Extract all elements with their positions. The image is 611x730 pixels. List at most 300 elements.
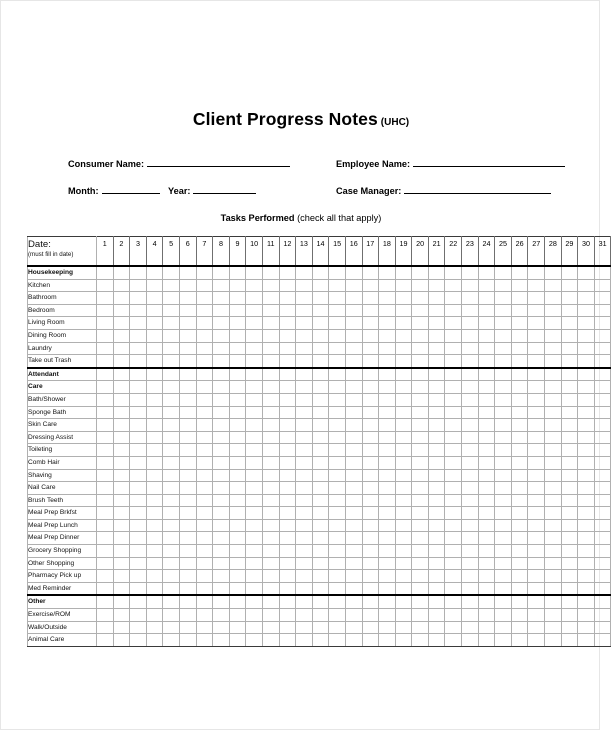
task-checkbox-cell[interactable] xyxy=(229,329,246,342)
task-checkbox-cell[interactable] xyxy=(146,381,163,394)
task-checkbox-cell[interactable] xyxy=(495,519,512,532)
task-checkbox-cell[interactable] xyxy=(312,469,329,482)
task-checkbox-cell[interactable] xyxy=(578,342,595,355)
task-checkbox-cell[interactable] xyxy=(113,532,130,545)
task-checkbox-cell[interactable] xyxy=(395,595,412,608)
task-checkbox-cell[interactable] xyxy=(478,342,495,355)
task-checkbox-cell[interactable] xyxy=(279,507,296,520)
task-checkbox-cell[interactable] xyxy=(312,304,329,317)
task-checkbox-cell[interactable] xyxy=(345,292,362,305)
task-checkbox-cell[interactable] xyxy=(262,621,279,634)
task-checkbox-cell[interactable] xyxy=(179,304,196,317)
task-checkbox-cell[interactable] xyxy=(462,381,479,394)
task-checkbox-cell[interactable] xyxy=(97,368,114,381)
task-checkbox-cell[interactable] xyxy=(312,266,329,279)
task-checkbox-cell[interactable] xyxy=(462,595,479,608)
task-checkbox-cell[interactable] xyxy=(412,393,429,406)
task-checkbox-cell[interactable] xyxy=(279,532,296,545)
task-checkbox-cell[interactable] xyxy=(97,342,114,355)
task-checkbox-cell[interactable] xyxy=(578,279,595,292)
task-checkbox-cell[interactable] xyxy=(146,609,163,622)
task-checkbox-cell[interactable] xyxy=(428,494,445,507)
task-checkbox-cell[interactable] xyxy=(130,431,147,444)
task-checkbox-cell[interactable] xyxy=(179,355,196,368)
task-checkbox-cell[interactable] xyxy=(179,494,196,507)
task-checkbox-cell[interactable] xyxy=(179,342,196,355)
task-checkbox-cell[interactable] xyxy=(146,393,163,406)
task-checkbox-cell[interactable] xyxy=(545,494,562,507)
task-checkbox-cell[interactable] xyxy=(462,570,479,583)
task-checkbox-cell[interactable] xyxy=(113,634,130,647)
task-checkbox-cell[interactable] xyxy=(379,266,396,279)
task-checkbox-cell[interactable] xyxy=(97,634,114,647)
task-checkbox-cell[interactable] xyxy=(97,621,114,634)
task-checkbox-cell[interactable] xyxy=(495,545,512,558)
task-checkbox-cell[interactable] xyxy=(362,292,379,305)
task-checkbox-cell[interactable] xyxy=(163,304,180,317)
task-checkbox-cell[interactable] xyxy=(329,482,346,495)
task-checkbox-cell[interactable] xyxy=(561,609,578,622)
task-checkbox-cell[interactable] xyxy=(196,355,213,368)
task-checkbox-cell[interactable] xyxy=(445,393,462,406)
task-checkbox-cell[interactable] xyxy=(130,494,147,507)
task-checkbox-cell[interactable] xyxy=(246,368,263,381)
task-checkbox-cell[interactable] xyxy=(279,419,296,432)
task-checkbox-cell[interactable] xyxy=(428,582,445,595)
task-checkbox-cell[interactable] xyxy=(495,304,512,317)
task-checkbox-cell[interactable] xyxy=(478,419,495,432)
task-checkbox-cell[interactable] xyxy=(329,634,346,647)
task-checkbox-cell[interactable] xyxy=(130,329,147,342)
task-checkbox-cell[interactable] xyxy=(146,557,163,570)
task-checkbox-cell[interactable] xyxy=(179,329,196,342)
task-checkbox-cell[interactable] xyxy=(329,557,346,570)
task-checkbox-cell[interactable] xyxy=(146,419,163,432)
task-checkbox-cell[interactable] xyxy=(379,419,396,432)
task-checkbox-cell[interactable] xyxy=(279,621,296,634)
task-checkbox-cell[interactable] xyxy=(561,431,578,444)
task-checkbox-cell[interactable] xyxy=(379,381,396,394)
task-checkbox-cell[interactable] xyxy=(130,368,147,381)
task-checkbox-cell[interactable] xyxy=(262,329,279,342)
task-checkbox-cell[interactable] xyxy=(445,304,462,317)
task-checkbox-cell[interactable] xyxy=(246,329,263,342)
task-checkbox-cell[interactable] xyxy=(262,406,279,419)
task-checkbox-cell[interactable] xyxy=(246,609,263,622)
task-checkbox-cell[interactable] xyxy=(545,406,562,419)
task-checkbox-cell[interactable] xyxy=(412,317,429,330)
task-checkbox-cell[interactable] xyxy=(379,582,396,595)
task-checkbox-cell[interactable] xyxy=(196,557,213,570)
task-checkbox-cell[interactable] xyxy=(213,431,230,444)
task-checkbox-cell[interactable] xyxy=(312,482,329,495)
task-checkbox-cell[interactable] xyxy=(246,595,263,608)
task-checkbox-cell[interactable] xyxy=(445,621,462,634)
task-checkbox-cell[interactable] xyxy=(279,570,296,583)
task-checkbox-cell[interactable] xyxy=(262,557,279,570)
task-checkbox-cell[interactable] xyxy=(511,621,528,634)
task-checkbox-cell[interactable] xyxy=(296,266,313,279)
task-checkbox-cell[interactable] xyxy=(561,393,578,406)
task-checkbox-cell[interactable] xyxy=(213,292,230,305)
task-checkbox-cell[interactable] xyxy=(146,545,163,558)
task-checkbox-cell[interactable] xyxy=(130,634,147,647)
task-checkbox-cell[interactable] xyxy=(594,381,611,394)
task-checkbox-cell[interactable] xyxy=(412,532,429,545)
task-checkbox-cell[interactable] xyxy=(146,532,163,545)
task-checkbox-cell[interactable] xyxy=(412,329,429,342)
task-checkbox-cell[interactable] xyxy=(428,621,445,634)
task-checkbox-cell[interactable] xyxy=(163,342,180,355)
task-checkbox-cell[interactable] xyxy=(428,419,445,432)
task-checkbox-cell[interactable] xyxy=(229,519,246,532)
task-checkbox-cell[interactable] xyxy=(511,557,528,570)
task-checkbox-cell[interactable] xyxy=(528,329,545,342)
task-checkbox-cell[interactable] xyxy=(495,482,512,495)
task-checkbox-cell[interactable] xyxy=(246,456,263,469)
task-checkbox-cell[interactable] xyxy=(462,329,479,342)
task-checkbox-cell[interactable] xyxy=(578,431,595,444)
task-checkbox-cell[interactable] xyxy=(362,444,379,457)
task-checkbox-cell[interactable] xyxy=(578,419,595,432)
task-checkbox-cell[interactable] xyxy=(163,582,180,595)
task-checkbox-cell[interactable] xyxy=(412,494,429,507)
task-checkbox-cell[interactable] xyxy=(594,570,611,583)
task-checkbox-cell[interactable] xyxy=(229,304,246,317)
task-checkbox-cell[interactable] xyxy=(246,557,263,570)
task-checkbox-cell[interactable] xyxy=(511,494,528,507)
task-checkbox-cell[interactable] xyxy=(296,494,313,507)
task-checkbox-cell[interactable] xyxy=(511,355,528,368)
task-checkbox-cell[interactable] xyxy=(262,469,279,482)
task-checkbox-cell[interactable] xyxy=(130,317,147,330)
task-checkbox-cell[interactable] xyxy=(412,582,429,595)
task-checkbox-cell[interactable] xyxy=(462,393,479,406)
task-checkbox-cell[interactable] xyxy=(478,381,495,394)
task-checkbox-cell[interactable] xyxy=(478,582,495,595)
task-checkbox-cell[interactable] xyxy=(329,419,346,432)
task-checkbox-cell[interactable] xyxy=(428,444,445,457)
task-checkbox-cell[interactable] xyxy=(445,419,462,432)
task-checkbox-cell[interactable] xyxy=(179,431,196,444)
task-checkbox-cell[interactable] xyxy=(495,393,512,406)
task-checkbox-cell[interactable] xyxy=(113,329,130,342)
task-checkbox-cell[interactable] xyxy=(561,595,578,608)
task-checkbox-cell[interactable] xyxy=(163,381,180,394)
task-checkbox-cell[interactable] xyxy=(296,545,313,558)
task-checkbox-cell[interactable] xyxy=(130,482,147,495)
task-checkbox-cell[interactable] xyxy=(379,557,396,570)
task-checkbox-cell[interactable] xyxy=(296,292,313,305)
task-checkbox-cell[interactable] xyxy=(146,444,163,457)
task-checkbox-cell[interactable] xyxy=(213,621,230,634)
task-checkbox-cell[interactable] xyxy=(130,444,147,457)
task-checkbox-cell[interactable] xyxy=(495,406,512,419)
task-checkbox-cell[interactable] xyxy=(146,368,163,381)
task-checkbox-cell[interactable] xyxy=(528,494,545,507)
task-checkbox-cell[interactable] xyxy=(97,355,114,368)
task-checkbox-cell[interactable] xyxy=(329,456,346,469)
task-checkbox-cell[interactable] xyxy=(196,317,213,330)
task-checkbox-cell[interactable] xyxy=(296,342,313,355)
task-checkbox-cell[interactable] xyxy=(362,634,379,647)
task-checkbox-cell[interactable] xyxy=(528,431,545,444)
task-checkbox-cell[interactable] xyxy=(428,557,445,570)
task-checkbox-cell[interactable] xyxy=(445,279,462,292)
task-checkbox-cell[interactable] xyxy=(229,494,246,507)
task-checkbox-cell[interactable] xyxy=(262,634,279,647)
task-checkbox-cell[interactable] xyxy=(345,381,362,394)
task-checkbox-cell[interactable] xyxy=(345,570,362,583)
task-checkbox-cell[interactable] xyxy=(545,582,562,595)
task-checkbox-cell[interactable] xyxy=(395,532,412,545)
task-checkbox-cell[interactable] xyxy=(262,317,279,330)
task-checkbox-cell[interactable] xyxy=(362,419,379,432)
year-input[interactable] xyxy=(193,184,256,194)
task-checkbox-cell[interactable] xyxy=(179,582,196,595)
task-checkbox-cell[interactable] xyxy=(262,381,279,394)
task-checkbox-cell[interactable] xyxy=(229,582,246,595)
task-checkbox-cell[interactable] xyxy=(478,595,495,608)
task-checkbox-cell[interactable] xyxy=(561,621,578,634)
task-checkbox-cell[interactable] xyxy=(545,595,562,608)
task-checkbox-cell[interactable] xyxy=(395,368,412,381)
task-checkbox-cell[interactable] xyxy=(113,545,130,558)
task-checkbox-cell[interactable] xyxy=(495,532,512,545)
task-checkbox-cell[interactable] xyxy=(528,342,545,355)
task-checkbox-cell[interactable] xyxy=(146,456,163,469)
task-checkbox-cell[interactable] xyxy=(561,507,578,520)
task-checkbox-cell[interactable] xyxy=(428,406,445,419)
task-checkbox-cell[interactable] xyxy=(345,609,362,622)
task-checkbox-cell[interactable] xyxy=(511,519,528,532)
task-checkbox-cell[interactable] xyxy=(594,292,611,305)
task-checkbox-cell[interactable] xyxy=(163,355,180,368)
task-checkbox-cell[interactable] xyxy=(329,609,346,622)
task-checkbox-cell[interactable] xyxy=(113,368,130,381)
task-checkbox-cell[interactable] xyxy=(196,582,213,595)
task-checkbox-cell[interactable] xyxy=(428,368,445,381)
task-checkbox-cell[interactable] xyxy=(478,355,495,368)
task-checkbox-cell[interactable] xyxy=(296,621,313,634)
task-checkbox-cell[interactable] xyxy=(113,419,130,432)
task-checkbox-cell[interactable] xyxy=(229,431,246,444)
task-checkbox-cell[interactable] xyxy=(113,355,130,368)
task-checkbox-cell[interactable] xyxy=(97,406,114,419)
task-checkbox-cell[interactable] xyxy=(312,317,329,330)
task-checkbox-cell[interactable] xyxy=(545,444,562,457)
task-checkbox-cell[interactable] xyxy=(262,482,279,495)
task-checkbox-cell[interactable] xyxy=(279,279,296,292)
task-checkbox-cell[interactable] xyxy=(561,368,578,381)
task-checkbox-cell[interactable] xyxy=(279,393,296,406)
task-checkbox-cell[interactable] xyxy=(428,431,445,444)
task-checkbox-cell[interactable] xyxy=(462,482,479,495)
task-checkbox-cell[interactable] xyxy=(146,431,163,444)
task-checkbox-cell[interactable] xyxy=(113,494,130,507)
task-checkbox-cell[interactable] xyxy=(412,342,429,355)
task-checkbox-cell[interactable] xyxy=(462,469,479,482)
task-checkbox-cell[interactable] xyxy=(395,482,412,495)
task-checkbox-cell[interactable] xyxy=(545,329,562,342)
task-checkbox-cell[interactable] xyxy=(329,279,346,292)
task-checkbox-cell[interactable] xyxy=(528,266,545,279)
task-checkbox-cell[interactable] xyxy=(379,609,396,622)
task-checkbox-cell[interactable] xyxy=(478,444,495,457)
task-checkbox-cell[interactable] xyxy=(462,582,479,595)
task-checkbox-cell[interactable] xyxy=(578,304,595,317)
task-checkbox-cell[interactable] xyxy=(196,482,213,495)
task-checkbox-cell[interactable] xyxy=(594,431,611,444)
task-checkbox-cell[interactable] xyxy=(345,329,362,342)
task-checkbox-cell[interactable] xyxy=(445,431,462,444)
task-checkbox-cell[interactable] xyxy=(462,266,479,279)
task-checkbox-cell[interactable] xyxy=(345,355,362,368)
task-checkbox-cell[interactable] xyxy=(594,456,611,469)
task-checkbox-cell[interactable] xyxy=(445,469,462,482)
task-checkbox-cell[interactable] xyxy=(445,494,462,507)
task-checkbox-cell[interactable] xyxy=(130,507,147,520)
task-checkbox-cell[interactable] xyxy=(412,595,429,608)
task-checkbox-cell[interactable] xyxy=(229,317,246,330)
task-checkbox-cell[interactable] xyxy=(146,266,163,279)
task-checkbox-cell[interactable] xyxy=(97,482,114,495)
task-checkbox-cell[interactable] xyxy=(445,609,462,622)
task-checkbox-cell[interactable] xyxy=(329,304,346,317)
task-checkbox-cell[interactable] xyxy=(379,304,396,317)
task-checkbox-cell[interactable] xyxy=(379,292,396,305)
task-checkbox-cell[interactable] xyxy=(511,595,528,608)
task-checkbox-cell[interactable] xyxy=(213,582,230,595)
task-checkbox-cell[interactable] xyxy=(578,368,595,381)
task-checkbox-cell[interactable] xyxy=(561,317,578,330)
task-checkbox-cell[interactable] xyxy=(213,381,230,394)
task-checkbox-cell[interactable] xyxy=(146,482,163,495)
task-checkbox-cell[interactable] xyxy=(146,507,163,520)
task-checkbox-cell[interactable] xyxy=(196,545,213,558)
task-checkbox-cell[interactable] xyxy=(478,482,495,495)
task-checkbox-cell[interactable] xyxy=(296,393,313,406)
task-checkbox-cell[interactable] xyxy=(163,570,180,583)
task-checkbox-cell[interactable] xyxy=(379,355,396,368)
task-checkbox-cell[interactable] xyxy=(428,545,445,558)
task-checkbox-cell[interactable] xyxy=(478,304,495,317)
task-checkbox-cell[interactable] xyxy=(345,494,362,507)
task-checkbox-cell[interactable] xyxy=(345,279,362,292)
task-checkbox-cell[interactable] xyxy=(97,557,114,570)
task-checkbox-cell[interactable] xyxy=(561,532,578,545)
task-checkbox-cell[interactable] xyxy=(495,621,512,634)
task-checkbox-cell[interactable] xyxy=(428,482,445,495)
task-checkbox-cell[interactable] xyxy=(578,469,595,482)
task-checkbox-cell[interactable] xyxy=(511,609,528,622)
task-checkbox-cell[interactable] xyxy=(511,329,528,342)
task-checkbox-cell[interactable] xyxy=(428,507,445,520)
task-checkbox-cell[interactable] xyxy=(445,634,462,647)
task-checkbox-cell[interactable] xyxy=(279,266,296,279)
task-checkbox-cell[interactable] xyxy=(462,621,479,634)
task-checkbox-cell[interactable] xyxy=(528,557,545,570)
task-checkbox-cell[interactable] xyxy=(428,609,445,622)
task-checkbox-cell[interactable] xyxy=(196,507,213,520)
task-checkbox-cell[interactable] xyxy=(545,431,562,444)
task-checkbox-cell[interactable] xyxy=(462,431,479,444)
task-checkbox-cell[interactable] xyxy=(312,444,329,457)
task-checkbox-cell[interactable] xyxy=(229,507,246,520)
task-checkbox-cell[interactable] xyxy=(329,519,346,532)
task-checkbox-cell[interactable] xyxy=(312,342,329,355)
task-checkbox-cell[interactable] xyxy=(362,368,379,381)
task-checkbox-cell[interactable] xyxy=(279,595,296,608)
task-checkbox-cell[interactable] xyxy=(163,557,180,570)
task-checkbox-cell[interactable] xyxy=(329,393,346,406)
task-checkbox-cell[interactable] xyxy=(262,304,279,317)
task-checkbox-cell[interactable] xyxy=(528,444,545,457)
task-checkbox-cell[interactable] xyxy=(329,292,346,305)
task-checkbox-cell[interactable] xyxy=(196,329,213,342)
task-checkbox-cell[interactable] xyxy=(362,406,379,419)
task-checkbox-cell[interactable] xyxy=(179,621,196,634)
task-checkbox-cell[interactable] xyxy=(279,545,296,558)
task-checkbox-cell[interactable] xyxy=(246,545,263,558)
task-checkbox-cell[interactable] xyxy=(445,557,462,570)
task-checkbox-cell[interactable] xyxy=(329,329,346,342)
task-checkbox-cell[interactable] xyxy=(279,634,296,647)
task-checkbox-cell[interactable] xyxy=(113,431,130,444)
task-checkbox-cell[interactable] xyxy=(329,469,346,482)
task-checkbox-cell[interactable] xyxy=(395,393,412,406)
task-checkbox-cell[interactable] xyxy=(179,419,196,432)
task-checkbox-cell[interactable] xyxy=(296,482,313,495)
task-checkbox-cell[interactable] xyxy=(445,368,462,381)
task-checkbox-cell[interactable] xyxy=(279,582,296,595)
task-checkbox-cell[interactable] xyxy=(362,582,379,595)
task-checkbox-cell[interactable] xyxy=(246,634,263,647)
task-checkbox-cell[interactable] xyxy=(578,456,595,469)
task-checkbox-cell[interactable] xyxy=(395,444,412,457)
task-checkbox-cell[interactable] xyxy=(362,381,379,394)
task-checkbox-cell[interactable] xyxy=(511,381,528,394)
task-checkbox-cell[interactable] xyxy=(229,393,246,406)
task-checkbox-cell[interactable] xyxy=(97,609,114,622)
task-checkbox-cell[interactable] xyxy=(130,595,147,608)
task-checkbox-cell[interactable] xyxy=(594,609,611,622)
task-checkbox-cell[interactable] xyxy=(594,519,611,532)
task-checkbox-cell[interactable] xyxy=(146,634,163,647)
task-checkbox-cell[interactable] xyxy=(163,329,180,342)
task-checkbox-cell[interactable] xyxy=(428,342,445,355)
task-checkbox-cell[interactable] xyxy=(279,355,296,368)
task-checkbox-cell[interactable] xyxy=(379,342,396,355)
task-checkbox-cell[interactable] xyxy=(462,545,479,558)
task-checkbox-cell[interactable] xyxy=(229,482,246,495)
task-checkbox-cell[interactable] xyxy=(329,545,346,558)
task-checkbox-cell[interactable] xyxy=(229,557,246,570)
task-checkbox-cell[interactable] xyxy=(395,342,412,355)
task-checkbox-cell[interactable] xyxy=(262,519,279,532)
task-checkbox-cell[interactable] xyxy=(146,595,163,608)
task-checkbox-cell[interactable] xyxy=(279,494,296,507)
task-checkbox-cell[interactable] xyxy=(561,381,578,394)
task-checkbox-cell[interactable] xyxy=(312,279,329,292)
task-checkbox-cell[interactable] xyxy=(428,570,445,583)
task-checkbox-cell[interactable] xyxy=(279,381,296,394)
task-checkbox-cell[interactable] xyxy=(462,519,479,532)
task-checkbox-cell[interactable] xyxy=(163,482,180,495)
task-checkbox-cell[interactable] xyxy=(262,456,279,469)
task-checkbox-cell[interactable] xyxy=(495,609,512,622)
task-checkbox-cell[interactable] xyxy=(296,634,313,647)
